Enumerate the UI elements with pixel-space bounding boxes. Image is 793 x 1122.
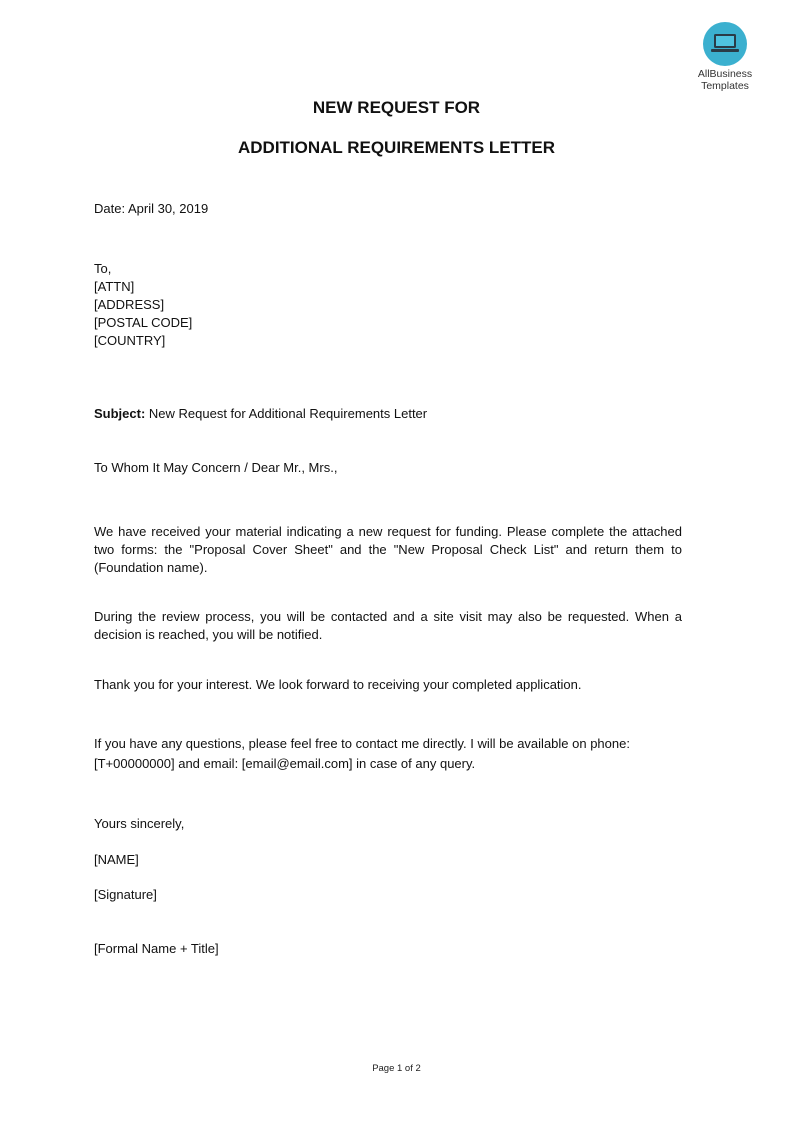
logo-text-line1: AllBusiness — [697, 68, 753, 80]
salutation: To Whom It May Concern / Dear Mr., Mrs., — [94, 460, 338, 475]
closing-formal-name: [Formal Name + Title] — [94, 941, 219, 956]
address-to: To, — [94, 261, 112, 276]
address-attn: [ATTN] — [94, 279, 135, 294]
address-postal: [POSTAL CODE] — [94, 315, 193, 330]
laptop-icon — [703, 22, 747, 66]
subject-text: New Request for Additional Requirements Letter — [145, 406, 428, 421]
paragraph-funding-request: We have received your material indicating a new request for funding. Please complete the attached two forms: the "Proposal Cover Sheet" and the "New Proposal Check List" and return them to (Foundation name). — [94, 524, 682, 575]
closing-name: [NAME] — [94, 852, 139, 867]
subject-line — [94, 405, 427, 423]
address-street: [ADDRESS] — [94, 297, 165, 312]
subject-label: Subject: — [94, 406, 146, 421]
paragraph-thank-you: Thank you for your interest. We look forward to receiving your completed application. — [94, 677, 582, 692]
paragraph-review-process: During the review process, you will be contacted and a site visit may also be requested. When a decision is reached, you will be notified. — [94, 609, 682, 642]
letter-date: Date: April 30, 2019 — [94, 201, 209, 216]
document-title-line1: NEW REQUEST FOR — [312, 98, 481, 117]
logo-text-line2: Templates — [701, 80, 749, 92]
paragraph-contact-line2: [T+00000000] and email: [email@email.com] in case of any query. — [94, 756, 476, 771]
document-title-line2: ADDITIONAL REQUIREMENTS LETTER — [237, 138, 556, 157]
closing-signature: [Signature] — [94, 887, 157, 902]
page-number: Page 1 of 2 — [372, 1063, 421, 1074]
paragraph-contact-line1: If you have any questions, please feel free to contact me directly. I will be available on phone: — [94, 736, 630, 751]
recipient-address — [94, 260, 192, 350]
brand-logo[interactable] — [690, 22, 760, 92]
closing-sincerely: Yours sincerely, — [94, 816, 185, 831]
address-country: [COUNTRY] — [94, 333, 166, 348]
